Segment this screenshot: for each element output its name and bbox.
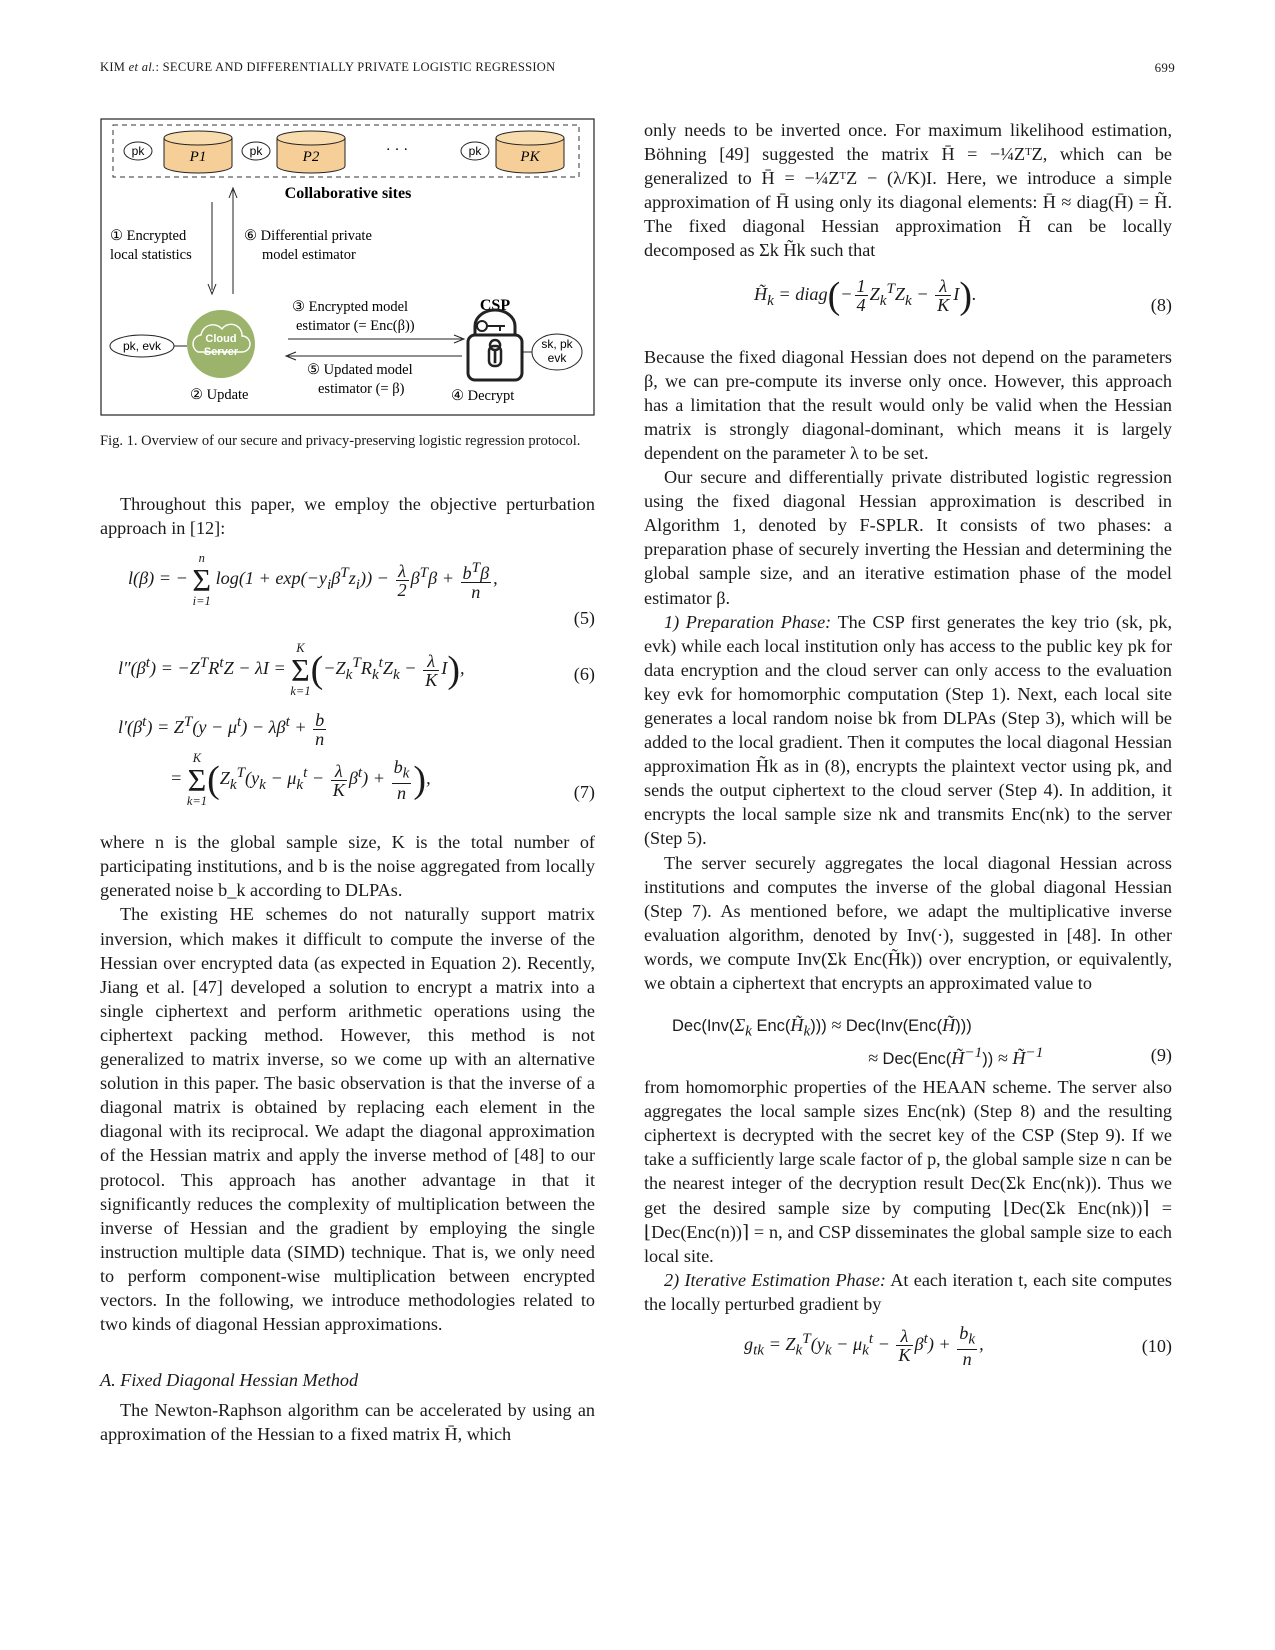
lock-key-icon — [468, 310, 522, 380]
sk-pk-evk-keys: sk, pk — [541, 337, 573, 351]
svg-text:local statistics: local statistics — [110, 247, 192, 263]
paragraph: from homomorphic properties of the HEAAN scheme. The server also aggregates the local sample sizes Enc(nk) (Step 8) and the resulting ciphertext is decrypted with the secret key of the CSP (Step 9). If we take a sufficiently large scale factor of p, the global sample size n can be the nearest integer of the decryption result Dec(Σk Enc(nk)). Thus we get the desired sample size by computing ⌊Dec(Σk Enc(nk))⌉ = ⌊Dec(Enc(n))⌉ = n, and CSP disseminates the global sample size to each local site. — [644, 1077, 1172, 1266]
collaborative-sites-label: Collaborative sites — [284, 185, 412, 202]
svg-text:estimator (= Enc(β)): estimator (= Enc(β)) — [296, 318, 415, 334]
figure-caption: Fig. 1. Overview of our secure and privacy-preserving logistic regression protocol. — [100, 433, 581, 449]
step4-label: ④ Decrypt — [451, 388, 515, 404]
figure-1 — [100, 118, 595, 449]
protocol-diagram — [100, 118, 595, 416]
paragraph: Throughout this paper, we employ the objective perturbation approach in [12]: — [100, 494, 595, 539]
step2-label: ② Update — [190, 387, 249, 403]
equation-9: $Dec(Inv(\Sigma_k$ $Enc(H̃_k)$)) ≈ Dec(Inv(Enc(H̃))) ≈ Dec(Enc(H̃$^{-1}$)) ≈ H̃$^{-1}$ (9) — [672, 1015, 1172, 1069]
pk-evk-keys: pk, evk — [122, 339, 162, 353]
section-heading: A. Fixed Diagonal Hessian Method — [100, 1370, 359, 1391]
svg-text:model estimator: model estimator — [262, 247, 356, 263]
svg-text:pk: pk — [249, 144, 263, 158]
svg-text:pk: pk — [468, 144, 482, 158]
step3-label: ③ Encrypted model — [292, 299, 409, 315]
subsection-heading: 2) Iterative Estimation Phase: — [664, 1269, 886, 1290]
eq10-number: (10) — [1141, 1336, 1172, 1357]
party-pk: PK — [520, 149, 540, 165]
equation-7: $l'(\beta^t) = Z^T(y - \mu^t) - \lambda\beta^t$ + $\frac{b}{n}$ = K Σ k=1 ($Z_k^T(y_k - \mu_k^t$ − $\frac{\lambda}{K}$ $\beta^t$) + $\frac{b_k}{n}$ ), (7) — [118, 709, 595, 809]
eq5-number: (5) — [573, 608, 595, 629]
paragraph: Because the fixed diagonal Hessian does not depend on the parameters β, we can pre-compute its inverse only once. However, this approach has a limitation that the result would only be valid when the Hessian matrix is strongly diagonal-dominant, which means it is largely dependent on the parameter λ to be set. — [644, 346, 1172, 463]
eq8-number: (8) — [1150, 294, 1172, 315]
paragraph: The server securely aggregates the local diagonal Hessian across institutions and computes the inverse of the global diagonal Hessian (Step 7). As mentioned before, we adapt the multiplicative inverse evaluation algorithm, denoted by Inv(·), suggested in [48]. In other words, we compute Inv(Σk Enc(H̃k)) over encryption, or equivalently, we obtain a ciphertext that encrypts an approximated value to — [644, 852, 1172, 993]
eq6-number: (6) — [573, 664, 595, 685]
step1-label: ① Encrypted — [110, 228, 187, 244]
right-column — [644, 118, 1172, 1376]
party-p1: P1 — [189, 149, 207, 165]
page-number: 699 — [1154, 60, 1175, 75]
subsection-heading: 1) Preparation Phase: — [664, 611, 832, 632]
paragraph: only needs to be inverted once. For maximum likelihood estimation, Böhning [49] suggested the matrix H̄ = −¼ZᵀZ, which can be generalized to H̄ = −¼ZᵀZ − (λ/K)I. Here, we introduce a simple approximation of H̄ using only its diagonal elements: H̄ ≈ diag(H̄) = H̃. The fixed diagonal Hessian approximation H̃ can be locally decomposed as Σk H̃k such that — [644, 120, 1172, 261]
cloud-server-icon — [187, 310, 255, 378]
svg-text:Server: Server — [203, 346, 239, 358]
equation-5: l(β) = − n Σ i=1 $\log(1 + \exp(-y_i\beta^Tz_i))$ − $\frac{\lambda}{2}$ $\beta^T\beta$ + $\frac{b^T\beta}{n}$ , (5) — [100, 540, 595, 638]
csp-label: CSP — [479, 297, 511, 314]
party-p2: P2 — [302, 149, 320, 165]
paragraph: Our secure and differentially private distributed logistic regression using the fixed diagonal Hessian approximation is described in Algorithm 1, denoted by F-SPLR. It consists of two phases: a preparation phase of securely inverting the Hessian and determining the global sample size, and an iterative estimation phase of the model estimator β. — [644, 467, 1172, 608]
eq7-number: (7) — [573, 782, 595, 803]
svg-text:evk: evk — [547, 351, 567, 365]
party-ellipsis: · · · — [385, 142, 409, 158]
step5-label: ⑤ Updated model — [307, 362, 413, 378]
paragraph: 1) Preparation Phase: The CSP first generates the key trio (sk, pk, evk) while each local institution only has access to the public key pk for data encryption and the cloud server can only access to the evaluation key evk for homomorphic computation (Step 1). Next, each local site generates a local random noise bk from DLPAs (Step 3), which will be added to the local gradient. Then it computes the local diagonal Hessian approximation H̃k as in (8), encrypts the plaintext vector using pk, and sends the output ciphertext to the cloud server (Step 4). In addition, it encrypts the local sample size nk and transmits Enc(nk) to the server (Step 5). — [644, 611, 1173, 849]
paragraph: where n is the global sample size, K is the total number of participating institutions, and b is the noise aggregated from locally generated noise b_k according to DLPAs. — [100, 832, 595, 901]
equation-8: $H̃_k$ = diag(− $\frac{1}{4}$ $Z_k^TZ_k$ − $\frac{\lambda}{K}$ I). (8) — [754, 274, 1172, 317]
equation-6: $l''(\beta^t) = -Z^TR^tZ - \lambda I$ = K Σ k=1 ($-Z_k^TR_k^tZ_k$ − $\frac{\lambda}{K}$ I), (6) — [118, 641, 595, 699]
svg-text:estimator (= β): estimator (= β) — [318, 381, 405, 397]
svg-text:Cloud: Cloud — [205, 333, 237, 345]
paragraph: The Newton-Raphson algorithm can be accelerated by using an approximation of the Hessian to a fixed matrix H̄, which — [100, 1400, 595, 1445]
left-column — [100, 118, 595, 1446]
svg-text:pk: pk — [131, 144, 145, 158]
eq9-number: (9) — [1150, 1045, 1172, 1066]
running-title: KIM et al.: SECURE AND DIFFERENTIALLY PRIVATE LOGISTIC REGRESSION — [100, 60, 556, 74]
paragraph: The existing HE schemes do not naturally support matrix inversion, which makes it difficult to compute the inverse of the Hessian over encrypted data (as expected in Equation 2). Recently, Jiang et al. [47] developed a solution to encrypt a matrix into a single ciphertext and perform arithmetic operations using the ciphertext packing method. However, this method is not generalized to matrix inverse, so we come up with an alternative solution in this paper. The basic observation is that the inverse of a diagonal matrix is obtained by replacing each element in the diagonal with its reciprocal. We adapt the diagonal approximation of the Hessian matrix and apply the inverse method of [48] to our protocol. This approach has another advantage in that it significantly reduces the complexity of multiplication between the inverse of Hessian and the gradient by employing the single instruction multiple data (SIMD) technique. That is, we only need to perform component-wise multiplication between encrypted vectors. In the following, we introduce methodologies related to two kinds of diagonal Hessian approximations. — [100, 904, 595, 1335]
equation-10: $g_{tk} = Z_k^T(y_k - \mu_k^t$ − $\frac{\lambda}{K}$ $\beta^t$) + $\frac{b_k}{n}$ , (10) — [744, 1323, 1172, 1369]
step6-label: ⑥ Differential private — [244, 228, 372, 244]
paragraph: 2) Iterative Estimation Phase: At each iteration t, each site computes the locally perturbed gradient by — [644, 1269, 1172, 1314]
